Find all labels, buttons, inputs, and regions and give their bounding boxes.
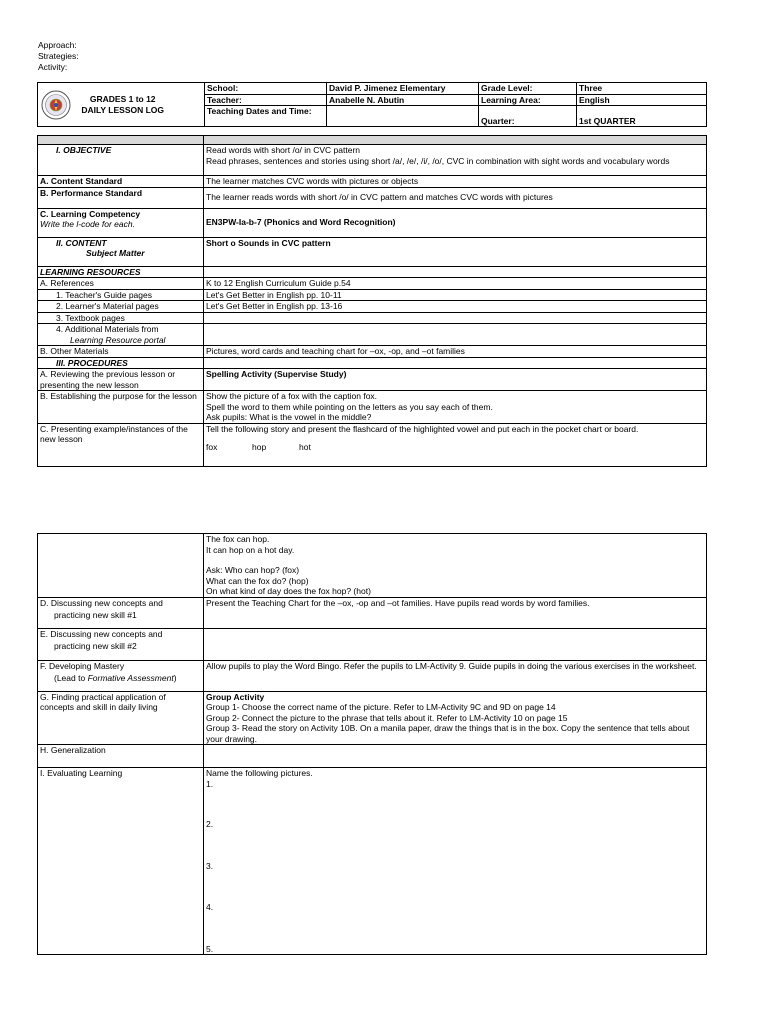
proc-e-label1: E. Discussing new concepts and — [40, 628, 163, 639]
shaded-row — [38, 136, 204, 145]
word-hop: hop — [252, 442, 267, 452]
content-label-cell — [38, 237, 204, 266]
objective-line1: Read words with short /o/ in CVC pattern — [206, 145, 361, 155]
logo-cell — [38, 83, 205, 127]
grade-level-label: Grade Level: — [479, 83, 577, 95]
additional-materials-label2: Learning Resource portal — [70, 334, 166, 345]
teacher-value: Anabelle N. Abutin — [327, 94, 479, 106]
log-title — [81, 94, 164, 116]
eval-item-1: 1. — [206, 778, 214, 789]
teachers-guide-label: 1. Teacher's Guide pages — [38, 289, 204, 301]
procedures-value — [204, 357, 707, 369]
competency-value: EN3PW-Ia-b-7 (Phonics and Word Recognition) — [204, 208, 707, 237]
lesson-table-part2 — [37, 533, 707, 955]
teaching-dates-label: Teaching Dates and Time: — [205, 106, 327, 127]
textbook-label: 3. Textbook pages — [38, 312, 204, 324]
approach-label: Approach: — [38, 40, 77, 50]
school-label: School: — [205, 83, 327, 95]
proc-e-label2: practicing new skill #2 — [54, 641, 137, 651]
proc-f-label-cell — [38, 660, 204, 691]
proc-e-value — [204, 628, 707, 660]
proc-c-line1: Tell the following story and present the flashcard of the highlighted vowel and put each in the pocket chart or board. — [206, 423, 639, 434]
log-title-line1: GRADES 1 to 12 — [89, 93, 156, 104]
proc-d-label2: practicing new skill #1 — [54, 610, 137, 620]
quarter-value: 1st QUARTER — [577, 106, 707, 127]
shaded-row-2 — [204, 136, 707, 145]
learning-area-label: Learning Area: — [479, 94, 577, 106]
performance-standard-value: The learner reads words with short /o/ in CVC pattern and matches CVC words with pictures — [204, 187, 707, 208]
proc-c-value — [204, 423, 707, 466]
school-value: David P. Jimenez Elementary — [327, 83, 479, 95]
objective-label: I. OBJECTIVE — [38, 145, 204, 176]
competency-label-cell — [38, 208, 204, 237]
lesson-table-part1 — [37, 135, 707, 467]
objective-value — [204, 145, 707, 176]
log-title-line2: DAILY LESSON LOG — [81, 104, 165, 115]
proc-b-line3: Ask pupils: What is the vowel in the middle? — [206, 412, 372, 422]
proc-c-words — [206, 442, 704, 453]
proc-g-label: G. Finding practical application of concepts and skill in daily living — [38, 691, 204, 745]
story-line1: The fox can hop. — [206, 534, 270, 544]
teaching-dates-value — [327, 106, 479, 127]
textbook-value — [204, 312, 707, 324]
proc-b-label: B. Establishing the purpose for the lesson — [38, 391, 204, 424]
proc-f-value: Allow pupils to play the Word Bingo. Refer the pupils to LM-Activity 9. Guide pupils in doing the various exercises in the worksheet. — [204, 660, 707, 691]
proc-b-value — [204, 391, 707, 424]
story-ask3: On what kind of day does the fox hop? (hot) — [206, 586, 371, 596]
learners-material-label: 2. Learner's Material pages — [38, 301, 204, 313]
activity-label: Activity: — [38, 62, 68, 72]
additional-materials-label: 4. Additional Materials from — [56, 324, 159, 334]
learning-resources-value — [204, 266, 707, 278]
content-sublabel: Subject Matter — [86, 248, 145, 258]
learning-resources-label: LEARNING RESOURCES — [38, 266, 204, 278]
learners-material-value: Let's Get Better in English pp. 13-16 — [204, 301, 707, 313]
story-ask1: Ask: Who can hop? (fox) — [206, 565, 300, 575]
teacher-label: Teacher: — [205, 94, 327, 106]
grade-level-value: Three — [577, 83, 707, 95]
proc-g-line2: Group 2- Connect the picture to the phrase that tells about it. Refer to LM-Activity 10 on page 15 — [206, 712, 568, 723]
quarter-label: Quarter: — [479, 106, 577, 127]
content-standard-value: The learner matches CVC words with pictures or objects — [204, 176, 707, 188]
proc-a-value: Spelling Activity (Supervise Study) — [204, 369, 707, 391]
additional-materials-value — [204, 324, 707, 346]
strategies-label: Strategies: — [38, 51, 79, 61]
proc-g-line1: Group 1- Choose the correct name of the picture. Refer to LM-Activity 9C and 9D on page 14 — [206, 702, 556, 712]
deped-seal-icon — [41, 90, 71, 120]
proc-a-label: A. Reviewing the previous lesson or presenting the new lesson — [38, 369, 204, 391]
proc-g-title: Group Activity — [206, 691, 265, 702]
eval-item-5: 5. — [206, 943, 214, 954]
other-materials-label: B. Other Materials — [38, 346, 204, 358]
content-standard-label: A. Content Standard — [38, 176, 204, 188]
proc-c-continued-label — [38, 534, 204, 598]
eval-item-4: 4. — [206, 902, 214, 912]
proc-b-line1: Show the picture of a fox with the caption fox. — [206, 391, 378, 401]
content-label: II. CONTENT — [56, 237, 107, 248]
procedures-label: III. PROCEDURES — [38, 357, 204, 369]
references-label: A. References — [38, 278, 204, 290]
story-ask2: What can the fox do? (hop) — [206, 575, 309, 586]
proc-f-label1: F. Developing Mastery — [40, 660, 125, 671]
word-fox: fox — [206, 442, 218, 452]
proc-f-label2 — [40, 673, 201, 684]
proc-f-label2a: (Lead to — [54, 673, 88, 683]
competency-sublabel: Write the l-code for each. — [40, 219, 135, 229]
eval-item-3: 3. — [206, 860, 214, 871]
additional-materials-label-cell — [38, 324, 204, 346]
proc-d-value: Present the Teaching Chart for the –ox, -op and –ot families. Have pupils read words by word families. — [204, 597, 707, 628]
references-value: K to 12 English Curriculum Guide p.54 — [204, 278, 707, 290]
proc-d-label1: D. Discussing new concepts and — [40, 597, 163, 608]
word-hot: hot — [299, 442, 311, 452]
teachers-guide-value: Let's Get Better in English pp. 10-11 — [204, 289, 707, 301]
header-table — [37, 82, 707, 127]
approach-block — [38, 40, 79, 73]
eval-item-2: 2. — [206, 819, 214, 829]
other-materials-value: Pictures, word cards and teaching chart for –ox, -op, and –ot families — [204, 346, 707, 358]
performance-standard-label: B. Performance Standard — [38, 187, 204, 208]
proc-i-value — [204, 768, 707, 955]
content-value: Short o Sounds in CVC pattern — [204, 237, 707, 266]
proc-g-line3: Group 3- Read the story on Activity 10B. On a manila paper, draw the things that is in the box. Copy the sentence that tells about your drawing. — [206, 723, 690, 744]
proc-c-label: C. Presenting example/instances of the new lesson — [38, 423, 204, 466]
competency-label: C. Learning Competency — [40, 208, 141, 219]
objective-line2: Read phrases, sentences and stories using short /a/, /e/, /i/, /o/, CVC in combination with sight words and vocabulary words — [206, 155, 670, 166]
eval-intro: Name the following pictures. — [206, 768, 313, 778]
proc-b-line2: Spell the word to them while pointing on the letters as you say each of them. — [206, 401, 493, 412]
proc-g-value — [204, 691, 707, 745]
proc-c-story — [204, 534, 707, 598]
story-line2: It can hop on a hot day. — [206, 544, 295, 555]
learning-area-value: English — [577, 94, 707, 106]
proc-h-value — [204, 745, 707, 768]
proc-f-label2b: Formative Assessment — [87, 673, 174, 683]
proc-f-label2c: ) — [173, 673, 177, 683]
proc-d-label-cell — [38, 597, 204, 628]
proc-h-label: H. Generalization — [38, 745, 204, 768]
proc-e-label-cell — [38, 628, 204, 660]
proc-i-label: I. Evaluating Learning — [38, 768, 204, 955]
